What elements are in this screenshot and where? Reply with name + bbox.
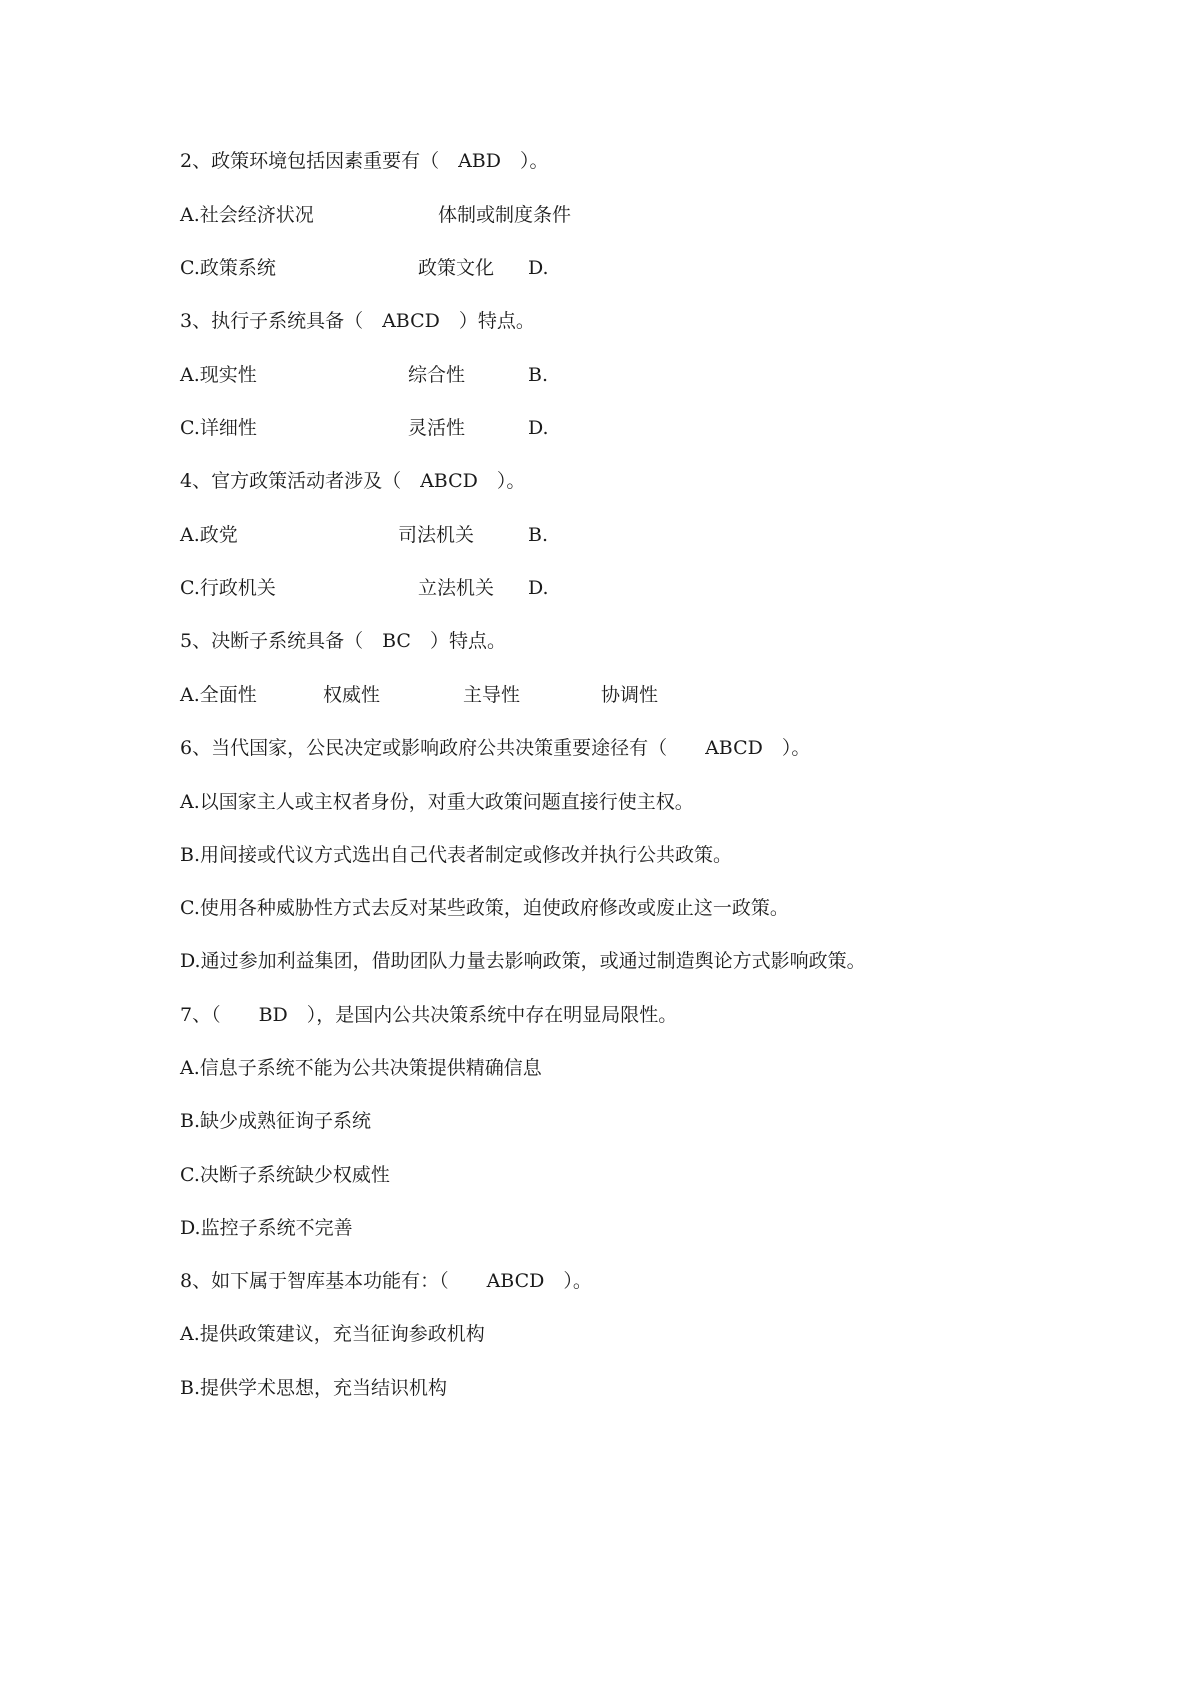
option-a: A.全面性 (180, 684, 257, 706)
question-6-option-b: B.用间接或代议方式选出自己代表者制定或修改并执行公共政策。 (180, 844, 733, 866)
question-3-stem: 3、执行子系统具备（ ABCD ）特点。 (180, 310, 535, 332)
option-b-text: 综合性 (408, 364, 466, 386)
option-b-text: 司法机关 (398, 524, 475, 546)
option-d-label: D. (528, 257, 549, 279)
question-4-stem: 4、官方政策活动者涉及（ ABCD ）。 (180, 470, 526, 492)
question-5-stem: 5、决断子系统具备（ BC ）特点。 (180, 630, 506, 652)
question-7-option-c: C.决断子系统缺少权威性 (180, 1164, 390, 1186)
option-d: 协调性 (601, 684, 659, 706)
question-6-option-a: A.以国家主人或主权者身份，对重大政策问题直接行使主权。 (180, 791, 694, 813)
option-a: A.现实性 (180, 364, 257, 386)
option-d-text: 立法机关 (418, 577, 495, 599)
option-b: 权威性 (323, 684, 381, 706)
option-a: A.政党 (180, 524, 238, 546)
question-7-stem: 7、（ BD ），是国内公共决策系统中存在明显局限性。 (180, 1004, 678, 1026)
question-8-option-b: B.提供学术思想，充当结识机构 (180, 1377, 448, 1399)
option-d-text: 政策文化 (418, 257, 495, 279)
option-c: C.详细性 (180, 417, 257, 439)
question-7-option-a: A.信息子系统不能为公共决策提供精确信息 (180, 1057, 542, 1079)
question-6-option-c: C.使用各种威胁性方式去反对某些政策，迫使政府修改或废止这一政策。 (180, 897, 789, 919)
option-a: A.社会经济状况 (180, 204, 314, 226)
option-b: 体制或制度条件 (438, 204, 572, 226)
option-c: C.政策系统 (180, 257, 276, 279)
option-c: C.行政机关 (180, 577, 276, 599)
option-d-label: D. (528, 577, 549, 599)
question-6-stem: 6、当代国家，公民决定或影响政府公共决策重要途径有（ ABCD ）。 (180, 737, 811, 759)
option-b-label: B. (528, 524, 549, 546)
question-7-option-d: D.监控子系统不完善 (180, 1217, 353, 1239)
option-d-text: 灵活性 (408, 417, 466, 439)
option-b-label: B. (528, 364, 549, 386)
question-6-option-d: D.通过参加利益集团，借助团队力量去影响政策，或通过制造舆论方式影响政策。 (180, 950, 866, 972)
option-c: 主导性 (463, 684, 521, 706)
question-8-option-a: A.提供政策建议，充当征询参政机构 (180, 1323, 485, 1345)
question-8-stem: 8、如下属于智库基本功能有：（ ABCD ）。 (180, 1270, 592, 1292)
option-d-label: D. (528, 417, 549, 439)
question-7-option-b: B.缺少成熟征询子系统 (180, 1110, 372, 1132)
question-2-stem: 2、政策环境包括因素重要有（ ABD ）。 (180, 150, 549, 172)
